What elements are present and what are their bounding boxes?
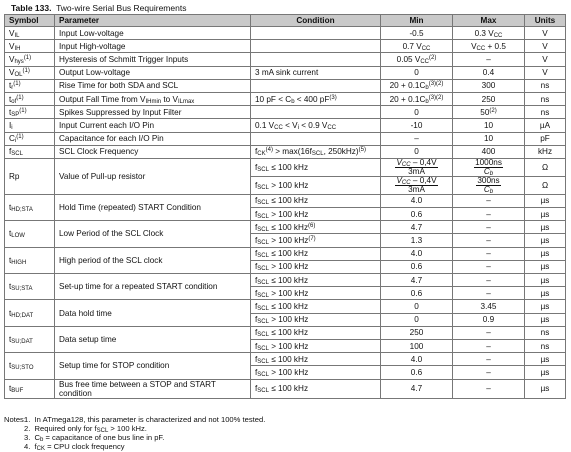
parameter-cell: Setup time for STOP condition <box>55 353 251 379</box>
max-cell: – <box>453 247 525 260</box>
table-caption <box>11 3 186 13</box>
header-condition: Condition <box>251 15 381 27</box>
min-cell: 0 <box>381 313 453 326</box>
units-cell: µs <box>525 366 566 379</box>
note-item: 3. $C_b$ = capacitance of one bus line in pF. <box>24 433 165 443</box>
units-cell: µs <box>525 194 566 207</box>
parameter-cell: Set-up time for a repeated START condition <box>55 274 251 300</box>
parameter-cell: Data hold time <box>55 300 251 326</box>
symbol-cell: $t_{BUF}$ <box>5 379 55 398</box>
min-cell: $\frac{V_{CC} - 0,4V}{3mA}$ <box>381 176 453 194</box>
units-cell: ns <box>525 326 566 339</box>
condition-cell: $f_{SCL} > 100$ kHz <box>251 313 381 326</box>
symbol-cell: $t_{HD;DAT}$ <box>5 300 55 326</box>
condition-cell: $f_{SCL} \le 100$ kHz <box>251 379 381 398</box>
units-cell: µs <box>525 287 566 300</box>
parameter-cell: Low Period of the SCL Clock <box>55 221 251 247</box>
units-cell: µs <box>525 221 566 234</box>
max-cell: $\frac{1000ns}{C_b}$ <box>453 158 525 176</box>
min-cell: 0.6 <box>381 208 453 221</box>
max-cell: 0.4 <box>453 66 525 79</box>
condition-cell: $f_{SCL} > 100$ kHz <box>251 260 381 273</box>
units-cell: ns <box>525 92 566 105</box>
min-cell: -10 <box>381 119 453 132</box>
min-cell: 4.7 <box>381 379 453 398</box>
min-cell: 0 <box>381 145 453 158</box>
max-cell: 300 <box>453 79 525 92</box>
parameter-cell: Output Fall Time from $V_{IHmin}$ to $V_{ILmax}$ <box>55 92 251 105</box>
min-cell: 0 <box>381 66 453 79</box>
min-cell: 4.0 <box>381 353 453 366</box>
min-cell: 0.7 $V_{CC}$ <box>381 40 453 53</box>
condition-cell: $f_{SCL} > 100$ kHz$^{(7)}$ <box>251 234 381 247</box>
min-cell: 0.05 $V_{CC}^{(2)}$ <box>381 53 453 66</box>
condition-cell: $f_{SCL} \le 100$ kHz <box>251 300 381 313</box>
table-row <box>5 40 566 53</box>
header-units: Units <box>525 15 566 27</box>
max-cell: 10 <box>453 119 525 132</box>
max-cell: – <box>453 366 525 379</box>
units-cell: V <box>525 53 566 66</box>
header-symbol: Symbol <box>5 15 55 27</box>
condition-cell <box>251 79 381 92</box>
units-cell: µs <box>525 379 566 398</box>
condition-cell: $f_{CK}^{(4)} > \max(16f_{SCL}$, 250kHz)$^{(5)}$ <box>251 145 381 158</box>
table-body <box>5 27 566 399</box>
condition-cell: $f_{SCL} \le 100$ kHz <box>251 194 381 207</box>
max-cell: – <box>453 326 525 339</box>
max-cell: – <box>453 379 525 398</box>
min-cell: 250 <box>381 326 453 339</box>
condition-cell <box>251 40 381 53</box>
max-cell: – <box>453 353 525 366</box>
table-row <box>5 194 566 207</box>
max-cell: – <box>453 234 525 247</box>
max-cell: – <box>453 260 525 273</box>
symbol-cell: $t_{SU;DAT}$ <box>5 326 55 352</box>
condition-cell <box>251 132 381 145</box>
units-cell: V <box>525 27 566 40</box>
table-row <box>5 27 566 40</box>
max-cell: – <box>453 287 525 300</box>
symbol-cell: $t_{of}^{(1)}$ <box>5 92 55 105</box>
condition-cell <box>251 53 381 66</box>
table-row <box>5 119 566 132</box>
condition-cell <box>251 27 381 40</box>
max-cell: 10 <box>453 132 525 145</box>
min-cell: -0.5 <box>381 27 453 40</box>
units-cell: pF <box>525 132 566 145</box>
units-cell: kHz <box>525 145 566 158</box>
max-cell: 0.3 $V_{CC}$ <box>453 27 525 40</box>
table-row <box>5 300 566 313</box>
parameter-cell: Capacitance for each I/O Pin <box>55 132 251 145</box>
min-cell: 4.0 <box>381 247 453 260</box>
table-row <box>5 66 566 79</box>
parameter-cell: Hysteresis of Schmitt Trigger Inputs <box>55 53 251 66</box>
symbol-cell: $C_i^{(1)}$ <box>5 132 55 145</box>
min-cell: 4.7 <box>381 221 453 234</box>
max-cell: 250 <box>453 92 525 105</box>
symbol-cell: $t_{LOW}$ <box>5 221 55 247</box>
min-cell: – <box>381 132 453 145</box>
units-cell: ns <box>525 106 566 119</box>
units-cell: Ω <box>525 158 566 176</box>
table-row <box>5 132 566 145</box>
min-cell: 0.6 <box>381 366 453 379</box>
symbol-cell: $t_{HIGH}$ <box>5 247 55 273</box>
units-cell: ns <box>525 339 566 352</box>
symbol-cell: $V_{IH}$ <box>5 40 55 53</box>
condition-cell: $f_{SCL} \le 100$ kHz <box>251 158 381 176</box>
condition-cell: $f_{SCL} \le 100$ kHz <box>251 274 381 287</box>
table-row <box>5 379 566 398</box>
units-cell: µs <box>525 300 566 313</box>
symbol-cell: $f_{SCL}$ <box>5 145 55 158</box>
note-item: 2. Required only for $f_{SCL} > 100$ kHz. <box>24 424 147 434</box>
max-cell: 400 <box>453 145 525 158</box>
header-max: Max <box>453 15 525 27</box>
table-row <box>5 221 566 234</box>
max-cell: – <box>453 53 525 66</box>
parameter-cell: Input Low-voltage <box>55 27 251 40</box>
symbol-cell: $t_{SU;STA}$ <box>5 274 55 300</box>
parameter-cell: Hold Time (repeated) START Condition <box>55 194 251 220</box>
condition-cell: $f_{SCL} > 100$ kHz <box>251 339 381 352</box>
min-cell: 100 <box>381 339 453 352</box>
min-cell: $\frac{V_{CC} - 0,4V}{3mA}$ <box>381 158 453 176</box>
table-header-row <box>5 15 566 27</box>
table-title: Two-wire Serial Bus Requirements <box>56 3 187 13</box>
condition-cell: $f_{SCL} \le 100$ kHz <box>251 326 381 339</box>
parameter-cell: Data setup time <box>55 326 251 352</box>
condition-cell: $f_{SCL} \le 100$ kHz$^{(6)}$ <box>251 221 381 234</box>
min-cell: 4.7 <box>381 274 453 287</box>
condition-cell <box>251 106 381 119</box>
min-cell: 0 <box>381 300 453 313</box>
units-cell: µs <box>525 313 566 326</box>
parameter-cell: SCL Clock Frequency <box>55 145 251 158</box>
min-cell: 0.6 <box>381 260 453 273</box>
note-item: 1. In ATmega128, this parameter is characterized and not 100% tested. <box>24 415 266 424</box>
units-cell: µs <box>525 274 566 287</box>
table-number: Table 133. <box>11 3 52 13</box>
parameter-cell: Value of Pull-up resistor <box>55 158 251 194</box>
parameter-cell: Bus free time between a STOP and START condition <box>55 379 251 398</box>
table-row <box>5 106 566 119</box>
max-cell: $\frac{300ns}{C_b}$ <box>453 176 525 194</box>
parameter-cell: Input High-voltage <box>55 40 251 53</box>
min-cell: 0 <box>381 106 453 119</box>
units-cell: µs <box>525 208 566 221</box>
units-cell: V <box>525 66 566 79</box>
units-cell: µA <box>525 119 566 132</box>
symbol-cell: $V_{hys}^{(1)}$ <box>5 53 55 66</box>
max-cell: – <box>453 274 525 287</box>
table-row <box>5 353 566 366</box>
symbol-cell: $V_{OL}^{(1)}$ <box>5 66 55 79</box>
units-cell: µs <box>525 234 566 247</box>
condition-cell: $f_{SCL} > 100$ kHz <box>251 287 381 300</box>
symbol-cell: $I_i$ <box>5 119 55 132</box>
header-parameter: Parameter <box>55 15 251 27</box>
min-cell: $20 + 0.1C_b^{(3)(2)}$ <box>381 92 453 105</box>
condition-cell: $f_{SCL} > 100$ kHz <box>251 366 381 379</box>
note-item: 4. $f_{CK}$ = CPU clock frequency <box>24 442 125 452</box>
min-cell: 4.0 <box>381 194 453 207</box>
max-cell: – <box>453 221 525 234</box>
parameter-cell: High period of the SCL clock <box>55 247 251 273</box>
condition-cell: $f_{SCL} \le 100$ kHz <box>251 247 381 260</box>
condition-cell: 3 mA sink current <box>251 66 381 79</box>
symbol-cell: $V_{IL}$ <box>5 27 55 40</box>
symbol-cell: $t_{SP}^{(1)}$ <box>5 106 55 119</box>
symbol-cell: $t_{SU;STO}$ <box>5 353 55 379</box>
units-cell: µs <box>525 353 566 366</box>
max-cell: – <box>453 208 525 221</box>
table-row <box>5 326 566 339</box>
condition-cell: $f_{SCL} \le 100$ kHz <box>251 353 381 366</box>
parameter-cell: Spikes Suppressed by Input Filter <box>55 106 251 119</box>
table-row <box>5 79 566 92</box>
condition-cell: 0.1 $V_{CC} < V_i < 0.9$ $V_{CC}$ <box>251 119 381 132</box>
condition-cell: $f_{SCL} > 100$ kHz <box>251 208 381 221</box>
min-cell: 1.3 <box>381 234 453 247</box>
header-min: Min <box>381 15 453 27</box>
table-row <box>5 53 566 66</box>
units-cell: µs <box>525 247 566 260</box>
table-row <box>5 247 566 260</box>
symbol-cell: Rp <box>5 158 55 194</box>
table-row <box>5 158 566 176</box>
symbol-cell: $t_{HD;STA}$ <box>5 194 55 220</box>
table-row <box>5 92 566 105</box>
units-cell: Ω <box>525 176 566 194</box>
notes-label: Notes: <box>4 415 26 424</box>
max-cell: 0.9 <box>453 313 525 326</box>
condition-cell: 10 pF < $C_b < 400$ $pF^{(3)}$ <box>251 92 381 105</box>
min-cell: 0.6 <box>381 287 453 300</box>
spec-table <box>4 14 566 399</box>
min-cell: $20 + 0.1C_b^{(3)(2)}$ <box>381 79 453 92</box>
max-cell: $V_{CC} + 0.5$ <box>453 40 525 53</box>
units-cell: V <box>525 40 566 53</box>
parameter-cell: Input Current each I/O Pin <box>55 119 251 132</box>
table-row <box>5 145 566 158</box>
units-cell: µs <box>525 260 566 273</box>
condition-cell: $f_{SCL} > 100$ kHz <box>251 176 381 194</box>
parameter-cell: Output Low-voltage <box>55 66 251 79</box>
max-cell: – <box>453 194 525 207</box>
max-cell: – <box>453 339 525 352</box>
units-cell: ns <box>525 79 566 92</box>
max-cell: 3.45 <box>453 300 525 313</box>
max-cell: 50$^{(2)}$ <box>453 106 525 119</box>
symbol-cell: $t_r^{(1)}$ <box>5 79 55 92</box>
table-row <box>5 274 566 287</box>
parameter-cell: Rise Time for both SDA and SCL <box>55 79 251 92</box>
